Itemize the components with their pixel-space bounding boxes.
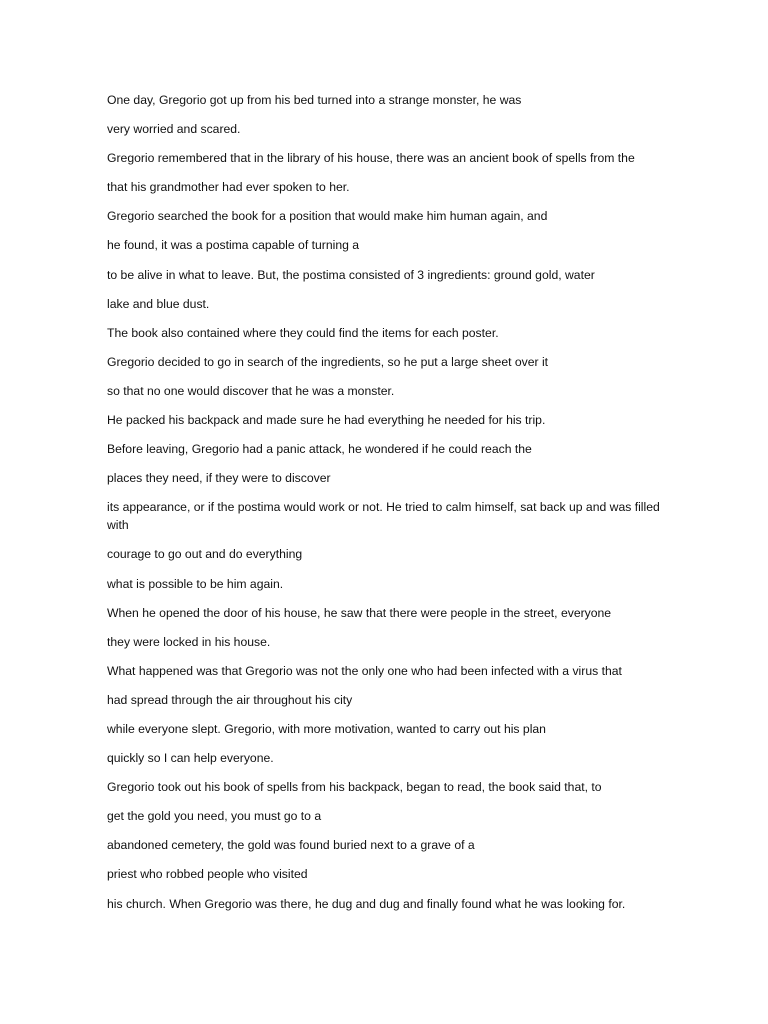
text-line: very worried and scared. bbox=[107, 122, 241, 137]
text-line: places they need, if they were to discover bbox=[107, 471, 331, 486]
text-line: what is possible to be him again. bbox=[107, 576, 284, 591]
text-line: so that no one would discover that he was a monster. bbox=[107, 383, 395, 398]
text-line: quickly so I can help everyone. bbox=[107, 751, 274, 766]
text-line: Gregorio searched the book for a position that would make him human again, and bbox=[107, 209, 548, 224]
text-line: he found, it was a postima capable of turning a bbox=[107, 238, 360, 253]
text-line: What happened was that Gregorio was not the only one who had been infected with a virus that bbox=[107, 663, 622, 678]
text-line: The book also contained where they could find the items for each poster. bbox=[107, 325, 499, 340]
text-line: Gregorio took out his book of spells from his backpack, began to read, the book said that, to bbox=[107, 780, 602, 795]
text-line: abandoned cemetery, the gold was found buried next to a grave of a bbox=[107, 838, 475, 853]
text-line: He packed his backpack and made sure he had everything he needed for his trip. bbox=[107, 413, 546, 428]
text-line: its appearance, or if the postima would work or not. He tried to calm himself, sat back up and was filled with bbox=[107, 500, 660, 533]
text-line: that his grandmother had ever spoken to her. bbox=[107, 180, 350, 195]
text-line: they were locked in his house. bbox=[107, 634, 271, 649]
text-line: Gregorio decided to go in search of the ingredients, so he put a large sheet over it bbox=[107, 354, 549, 369]
text-line: Gregorio remembered that in the library of his house, there was an ancient book of spells from the bbox=[107, 151, 635, 166]
text-line: had spread through the air throughout his city bbox=[107, 692, 353, 707]
text-line: One day, Gregorio got up from his bed turned into a strange monster, he was bbox=[107, 93, 522, 107]
text-line: When he opened the door of his house, he saw that there were people in the street, everyone bbox=[107, 605, 612, 620]
text-line: lake and blue dust. bbox=[107, 296, 210, 311]
text-line: his church. When Gregorio was there, he dug and dug and finally found what he was looking for. bbox=[107, 896, 626, 911]
text-line: while everyone slept. Gregorio, with more motivation, wanted to carry out his plan bbox=[107, 721, 546, 736]
text-line: to be alive in what to leave. But, the postima consisted of 3 ingredients: ground gold, water bbox=[107, 267, 595, 282]
text-line: courage to go out and do everything bbox=[107, 547, 303, 562]
text-line: Before leaving, Gregorio had a panic attack, he wondered if he could reach the bbox=[107, 442, 532, 457]
text-line: get the gold you need, you must go to a bbox=[107, 809, 322, 824]
text-line: priest who robbed people who visited bbox=[107, 867, 308, 882]
document-body bbox=[107, 91, 667, 924]
